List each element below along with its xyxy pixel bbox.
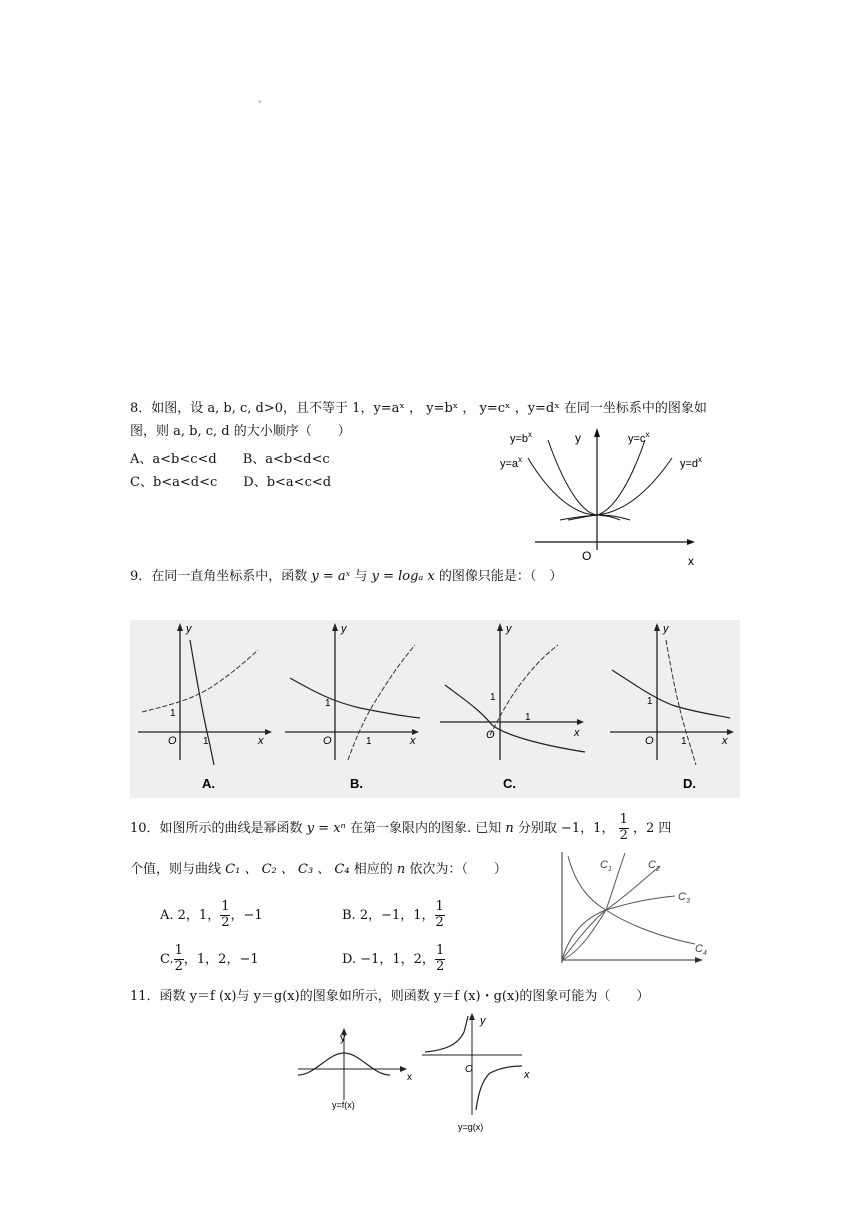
origin-label: O — [486, 729, 495, 741]
curve-exp-decreasing — [612, 670, 730, 718]
q8-options-row2: C、b<a<d<c D、b<a<c<d — [130, 475, 332, 490]
q10-line2 — [130, 863, 507, 876]
function-label: y=g(x) — [458, 1122, 484, 1132]
option-letter: C. — [503, 776, 516, 791]
q9-panel-c — [440, 623, 585, 791]
y-label: y — [341, 623, 347, 635]
q10-line1 — [130, 813, 671, 844]
y-axis-arrow — [497, 623, 503, 631]
label-y-bx: $y=b^x$ — [510, 430, 533, 445]
q8-line2: 图，则 a, b, c, d 的大小顺序（ ） — [130, 424, 351, 439]
curve-c4 — [568, 856, 695, 944]
x-label: x — [524, 1069, 530, 1081]
curve-c1 — [562, 853, 625, 960]
function-label: y=f(x) — [332, 1100, 355, 1110]
label-c2: $C_2$ — [648, 859, 660, 873]
q10-n: n — [505, 820, 514, 836]
q11-g-graph — [420, 1010, 540, 1135]
q10-option-c: C. $\frac{1}{2}$ ，1，2，−1 — [160, 943, 259, 974]
curve-decreasing — [290, 678, 420, 718]
one-label: 1 — [170, 708, 176, 719]
one-x-label: 1 — [681, 736, 687, 747]
origin-label: O — [168, 735, 177, 747]
q10-option-a: A. 2，1， $\frac{1}{2}$ ，−1 — [160, 899, 263, 930]
q9-panel-d — [610, 623, 734, 791]
q9-formula-exp: y = aˣ — [311, 569, 351, 584]
q9-panel-b — [285, 623, 420, 791]
one-x-label: 1 — [366, 736, 372, 747]
label-y-ax: $y=a^x$ — [500, 455, 523, 470]
one-x-label: 1 — [203, 736, 209, 747]
y-label: y — [340, 1032, 346, 1044]
option-letter: D. — [683, 776, 696, 791]
q9-text — [130, 570, 562, 583]
one-x-label: 1 — [525, 712, 531, 723]
y-label: y — [506, 623, 512, 635]
q10-curves: C₁ 、 C₂ 、 C₃ 、 C₄ — [225, 862, 350, 877]
x-axis-arrow — [695, 957, 703, 963]
q10-text-e: 个值，则与曲线 — [130, 862, 222, 877]
y-label: y — [186, 623, 192, 635]
label-origin: O — [582, 549, 592, 563]
x-axis-arrow — [400, 1066, 407, 1072]
curve-increasing — [348, 645, 415, 760]
q11-f-graph — [290, 1025, 420, 1115]
q10-text-a: 10．如图所示的曲线是幂函数 — [130, 820, 303, 836]
y-axis-arrow — [469, 1013, 475, 1020]
label-x-axis: x — [688, 554, 694, 568]
label-c1: $C_1$ — [600, 859, 612, 873]
label-y-axis: y — [575, 431, 581, 445]
curve-d — [560, 458, 672, 520]
q9-text-before: 9．在同一直角坐标系中，函数 — [130, 569, 308, 584]
q9-text-mid: 与 — [354, 569, 368, 584]
y-axis-arrow — [654, 623, 660, 631]
q9-text-after: 的图像只能是：（ ） — [438, 569, 563, 584]
q10-formula: y = xⁿ — [306, 820, 346, 836]
q10-text-b: 在第一象限内的图象. 已知 — [349, 820, 502, 836]
y-axis-arrow — [594, 428, 600, 437]
q9-formula-log: y = logₐ x — [371, 569, 435, 584]
q8-line1: 8．如图，设 a, b, c, d>0，且不等于 1，y=aˣ ， y=bˣ ， y=cˣ ，y=dˣ 在同一坐标系中的图象如 — [130, 401, 707, 416]
q10-text-d: ，2 四 — [633, 820, 672, 836]
x-axis-arrow — [577, 719, 584, 725]
curve-increasing — [142, 650, 258, 712]
q8-exponential-graph — [490, 420, 720, 570]
q10-text-g: 依次为：（ ） — [409, 862, 507, 877]
curve-c — [568, 440, 645, 520]
label-c3: $C_3$ — [678, 891, 690, 905]
one-label: 1 — [490, 692, 496, 703]
y-label: y — [663, 623, 669, 635]
one-label: 1 — [647, 696, 653, 707]
label-y-cx: $y=c^x$ — [628, 430, 650, 445]
x-label: x — [258, 735, 264, 747]
q10-fraction-half: $\frac{1}{2}$ — [619, 812, 628, 843]
q11-text: 11．函数 y＝f (x)与 y＝g(x)的图象如所示，则函数 y＝f (x)・g(x)的图象可能为（ ） — [130, 989, 650, 1004]
q10-power-function-graph — [540, 848, 715, 968]
curve-decreasing — [190, 640, 214, 765]
label-y-dx: $y=d^x$ — [680, 455, 703, 470]
x-axis-arrow — [265, 729, 272, 735]
q10-n-2: n — [396, 862, 406, 877]
q10-text-f: 相应的 — [353, 862, 393, 877]
x-label: x — [410, 735, 416, 747]
label-c4: $C_4$ — [695, 943, 707, 957]
option-letter: A. — [202, 776, 215, 791]
x-label: x — [407, 1072, 412, 1083]
stray-mark: " — [258, 100, 262, 108]
q8-options-row1: A、a<b<c<d B、a<b<d<c — [130, 452, 330, 467]
origin-label: O — [645, 735, 654, 747]
y-label: y — [480, 1015, 486, 1027]
curve-c3 — [562, 896, 675, 960]
q9-panel-a — [138, 623, 272, 791]
x-label: x — [574, 727, 580, 739]
q10-values: −1，1， — [561, 820, 615, 836]
x-axis-arrow — [687, 539, 695, 545]
curve-g-left — [425, 1016, 468, 1052]
option-letter: B. — [350, 776, 363, 791]
x-axis-arrow — [727, 729, 734, 735]
origin-label: O — [323, 735, 332, 747]
q10-text-c: 分别取 — [517, 820, 557, 836]
y-axis-arrow — [332, 623, 338, 631]
curve-g-right — [476, 1066, 522, 1110]
q10-option-d: D. −1，1，2， $\frac{1}{2}$ — [342, 943, 445, 974]
one-label: 1 — [325, 698, 331, 709]
x-label: x — [722, 735, 728, 747]
q9-option-graphs — [130, 620, 740, 798]
origin-label: O — [465, 1064, 473, 1075]
curve-decreasing — [445, 685, 585, 752]
q10-option-b: B. 2，−1，1， $\frac{1}{2}$ — [342, 899, 444, 930]
y-axis-arrow — [177, 623, 183, 631]
